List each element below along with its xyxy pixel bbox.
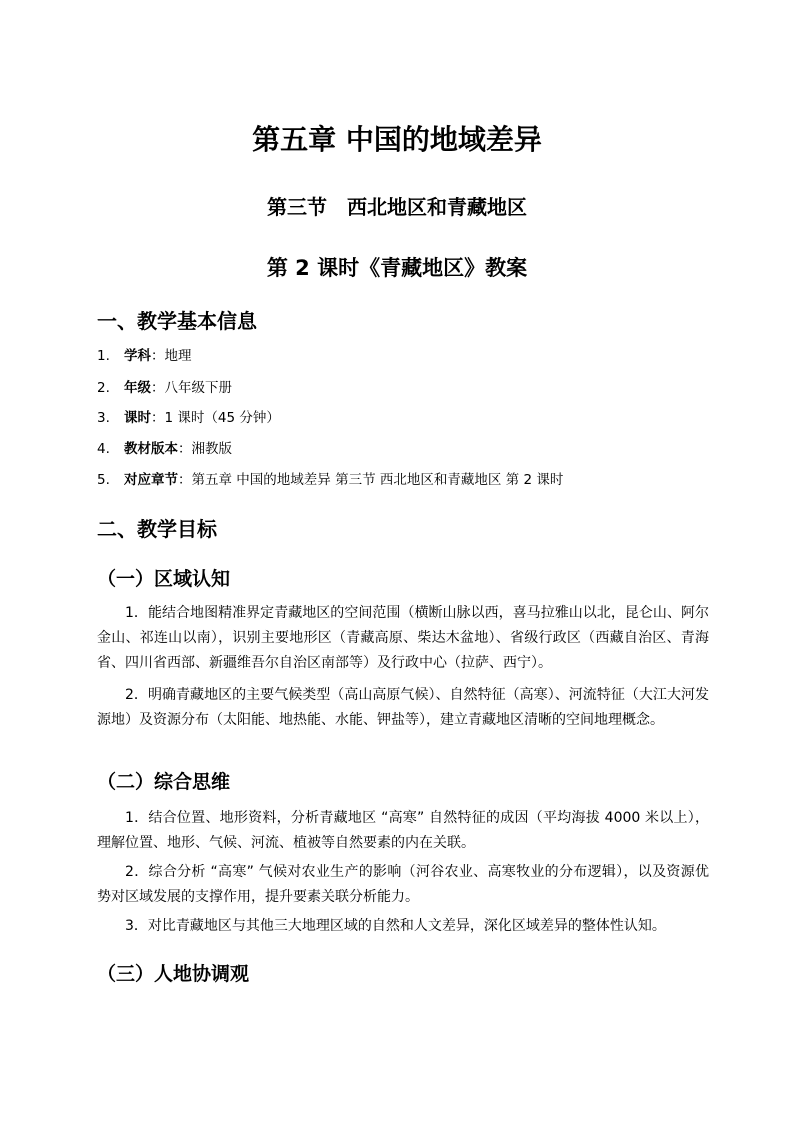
heading-objectives: 二、教学目标 — [97, 517, 217, 541]
paragraph: 3．对比青藏地区与其他三大地理区域的自然和人文差异，深化区域差异的整体性认知。 — [125, 918, 666, 934]
lesson-title: 第 2 课时《青藏地区》教案 — [266, 256, 528, 280]
paragraph: 2．明确青藏地区的主要气候类型（高山高原气候）、自然特征（高寒）、河流特征（大江大河发源地）及资源分布（太阳能、地热能、水能、钾盐等），建立青藏地区清晰的空间地理概念。 — [97, 687, 709, 728]
heading-integrated-thinking: （二）综合思维 — [97, 771, 231, 793]
section-title — [0, 193, 794, 221]
chapter-title: 第五章 中国的地域差异 — [252, 123, 542, 156]
heading-regional-cognition: （一）区域认知 — [97, 568, 231, 590]
info-item: 1. 学科：地理 — [97, 348, 192, 364]
heading-human-land-harmony: （三）人地协调观 — [97, 963, 250, 985]
info-item: 4. 教材版本：湘教版 — [97, 441, 232, 457]
info-item: 2. 年级：八年级下册 — [97, 380, 232, 396]
heading-basic-info: 一、教学基本信息 — [97, 309, 257, 333]
paragraph: 1．结合位置、地形资料，分析青藏地区 “高寒” 自然特征的成因（平均海拔 4000 米以上），理解位置、地形、气候、河流、植被等自然要素的内在关联。 — [97, 810, 709, 851]
paragraph: 1．能结合地图精准界定青藏地区的空间范围（横断山脉以西，喜马拉雅山以北，昆仑山、阿尔金山、祁连山以南），识别主要地形区（青藏高原、柴达木盆地）、省级行政区（西藏自治区、青海省、四川省西部、新疆维吾尔自治区南部等）及行政中心（拉萨、西宁）。 — [97, 605, 709, 671]
info-item: 3. 课时：1 课时（45 分钟） — [97, 410, 280, 426]
section-name: 西北地区和青藏地区 — [347, 195, 527, 219]
info-item: 5. 对应章节：第五章 中国的地域差异 第三节 西北地区和青藏地区 第 2 课时 — [97, 472, 564, 488]
paragraph: 2．综合分析 “高寒” 气候对农业生产的影响（河谷农业、高寒牧业的分布逻辑），以及资源优势对区域发展的支撑作用，提升要素关联分析能力。 — [97, 864, 709, 905]
section-number: 第三节 — [267, 195, 327, 219]
